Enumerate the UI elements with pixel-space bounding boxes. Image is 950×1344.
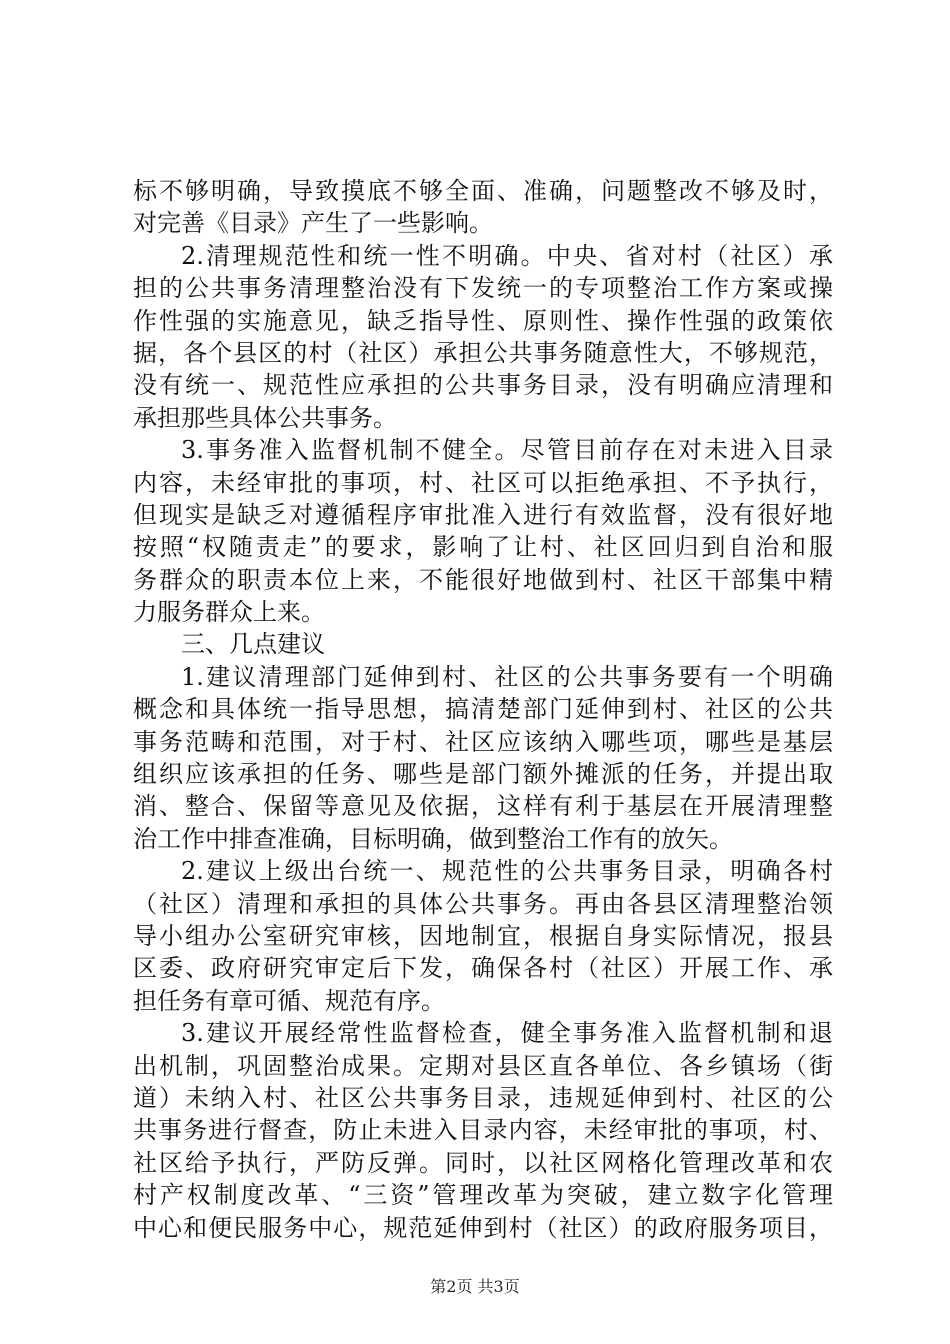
section-heading: 三、几点建议 (181, 630, 325, 659)
paragraph-start-line: 3.事务准入监督机制不健全。尽管目前存在对未进入目录 (181, 436, 833, 465)
text-line: 力服务群众上来。 (133, 598, 325, 627)
text-line: （社区）清理和承担的具体公共事务。再由各县区清理整治领 (133, 889, 833, 918)
text-line: 治工作中排查准确，目标明确，做到整治工作有的放矢。 (133, 824, 733, 853)
text-line: 担任务有章可循、规范有序。 (133, 986, 445, 1015)
paragraph-start-line: 1.建议清理部门延伸到村、社区的公共事务要有一个明确 (181, 662, 833, 691)
paragraph-start-line: 2.建议上级出台统一、规范性的公共事务目录，明确各村 (181, 857, 833, 886)
text-line: 担的公共事务清理整治没有下发统一的专项整治工作方案或操 (133, 274, 833, 303)
text-line: 区委、政府研究审定后下发，确保各村（社区）开展工作、承 (133, 954, 833, 983)
text-line: 承担那些具体公共事务。 (133, 403, 397, 432)
text-line: 但现实是缺乏对遵循程序审批准入进行有效监督，没有很好地 (133, 500, 833, 529)
text-line: 导小组办公室研究审核，因地制宜，根据自身实际情况，报县 (133, 921, 833, 950)
text-line: 村产权制度改革、“三资”管理改革为突破，建立数字化管理 (133, 1181, 833, 1210)
text-line: 按照“权随责走”的要求，影响了让村、社区回归到自治和服 (133, 533, 833, 562)
text-line: 组织应该承担的任务、哪些是部门额外摊派的任务，并提出取 (133, 760, 833, 789)
page-number-footer: 第2页 共3页 (430, 1277, 520, 1296)
text-line: 作性强的实施意见，缺乏指导性、原则性、操作性强的政策依 (133, 306, 833, 335)
text-line: 道）未纳入村、社区公共事务目录，违规延伸到村、社区的公 (133, 1083, 833, 1112)
text-line: 共事务进行督查，防止未进入目录内容，未经审批的事项，村、 (133, 1116, 833, 1145)
text-line: 对完善《目录》产生了一些影响。 (133, 209, 493, 238)
text-line: 没有统一、规范性应承担的公共事务目录，没有明确应清理和 (133, 371, 833, 400)
paragraph-start-line: 3.建议开展经常性监督检查，健全事务准入监督机制和退 (181, 1019, 833, 1048)
document-body (133, 175, 833, 1244)
text-line: 内容，未经审批的事项，村、社区可以拒绝承担、不予执行， (133, 468, 833, 497)
text-line: 消、整合、保留等意见及依据，这样有利于基层在开展清理整 (133, 792, 833, 821)
text-line: 出机制，巩固整治成果。定期对县区直各单位、各乡镇场（街 (133, 1051, 833, 1080)
text-line: 中心和便民服务中心，规范延伸到村（社区）的政府服务项目， (133, 1213, 833, 1242)
paragraph-start-line: 2.清理规范性和统一性不明确。中央、省对村（社区）承 (181, 241, 833, 270)
text-line: 标不够明确，导致摸底不够全面、准确，问题整改不够及时， (133, 177, 833, 205)
text-line: 社区给予执行，严防反弹。同时，以社区网格化管理改革和农 (133, 1148, 833, 1177)
text-line: 概念和具体统一指导思想，搞清楚部门延伸到村、社区的公共 (133, 695, 833, 724)
text-line: 据，各个县区的村（社区）承担公共事务随意性大，不够规范， (133, 338, 833, 367)
text-line: 事务范畴和范围，对于村、社区应该纳入哪些项，哪些是基层 (133, 727, 833, 756)
text-line: 务群众的职责本位上来，不能很好地做到村、社区干部集中精 (133, 565, 833, 594)
